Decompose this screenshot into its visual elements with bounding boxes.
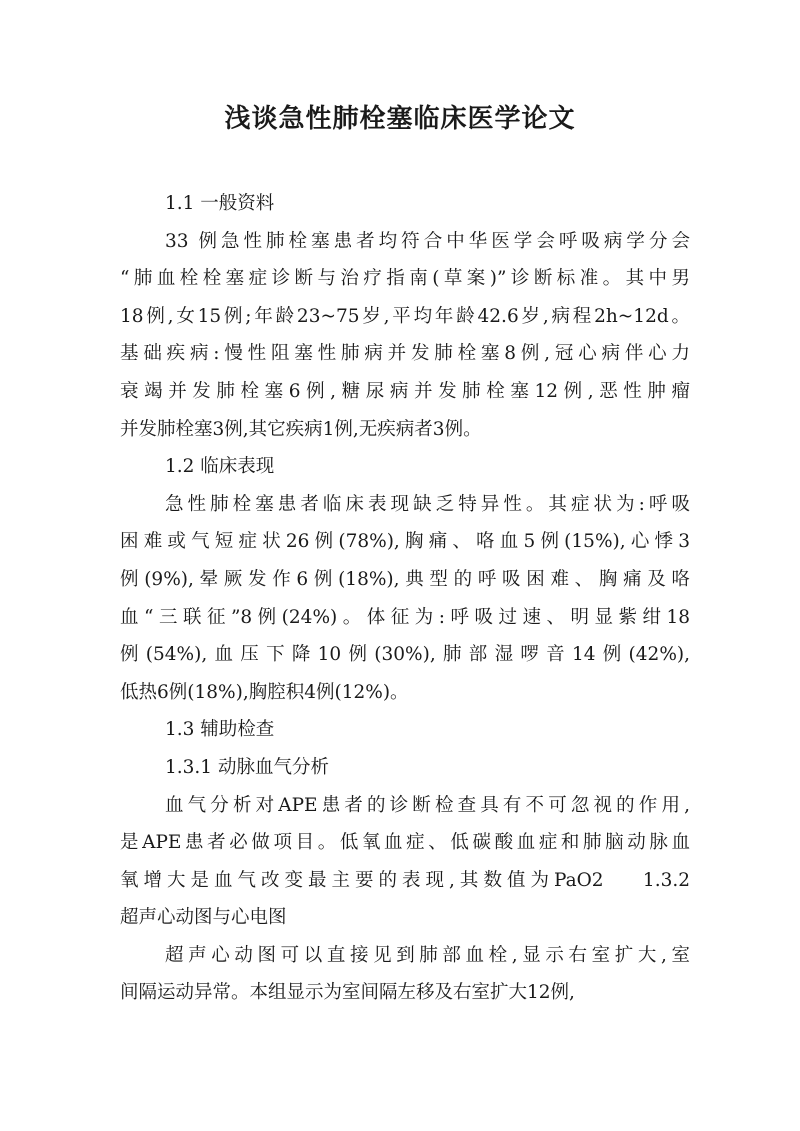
document-title: 浅谈急性肺栓塞临床医学论文 [224, 104, 576, 134]
paragraph-line: 衰竭并发肺栓塞6例,糖尿病并发肺栓塞12例,恶性肿瘤 [120, 380, 690, 402]
paragraph-line: 血“三联征”8例(24%)。体征为:呼吸过速、明显紫绀18 [120, 606, 690, 628]
paragraph-line: 低热6例(18%),胸腔积4例(12%)。 [120, 681, 409, 703]
paragraph-line: 例(9%),晕厥发作6例(18%),典型的呼吸困难、胸痛及咯 [120, 568, 690, 590]
paragraph-line: 间隔运动异常。本组显示为室间隔左移及右室扩大12例, [120, 982, 575, 1004]
section-heading-1-2: 1.2 临床表现 [165, 456, 275, 478]
paragraph-line: 血气分析对APE患者的诊断检查具有不可忽视的作用, [165, 794, 690, 816]
paragraph-line: 超声心动图可以直接见到肺部血栓,显示右室扩大,室 [165, 944, 690, 966]
section-heading-1-3: 1.3 辅助检查 [165, 719, 275, 741]
paragraph-line: 氧增大是血气改变最主要的表现,其数值为PaO2 1.3.2 [120, 869, 690, 891]
paragraph-line: 例(54%),血压下降10例(30%),肺部湿啰音14例(42%), [120, 644, 690, 666]
paragraph-line: 困难或气短症状26例(78%),胸痛、咯血5例(15%),心悸3 [120, 531, 690, 553]
paragraph-line: “肺血栓栓塞症诊断与治疗指南(草案)”诊断标准。其中男 [120, 268, 690, 290]
section-heading-1-1: 1.1 一般资料 [165, 193, 275, 214]
paragraph-line: 基础疾病:慢性阻塞性肺病并发肺栓塞8例,冠心病伴心力 [120, 343, 690, 365]
paragraph-line: 超声心动图与心电图 [120, 907, 287, 929]
paragraph-line: 急性肺栓塞患者临床表现缺乏特异性。其症状为:呼吸 [165, 493, 690, 515]
paragraph-line: 并发肺栓塞3例,其它疾病1例,无疾病者3例。 [120, 418, 482, 440]
paragraph-line: 33 例急性肺栓塞患者均符合中华医学会呼吸病学分会 [165, 230, 690, 252]
section-heading-1-3-1: 1.3.1 动脉血气分析 [165, 756, 329, 778]
document-body [120, 185, 690, 1012]
paragraph-line: 18例,女15例;年龄23~75岁,平均年龄42.6岁,病程2h~12d。 [120, 305, 690, 327]
paragraph-line: 是APE患者必做项目。低氧血症、低碳酸血症和肺脑动脉血 [120, 832, 690, 854]
